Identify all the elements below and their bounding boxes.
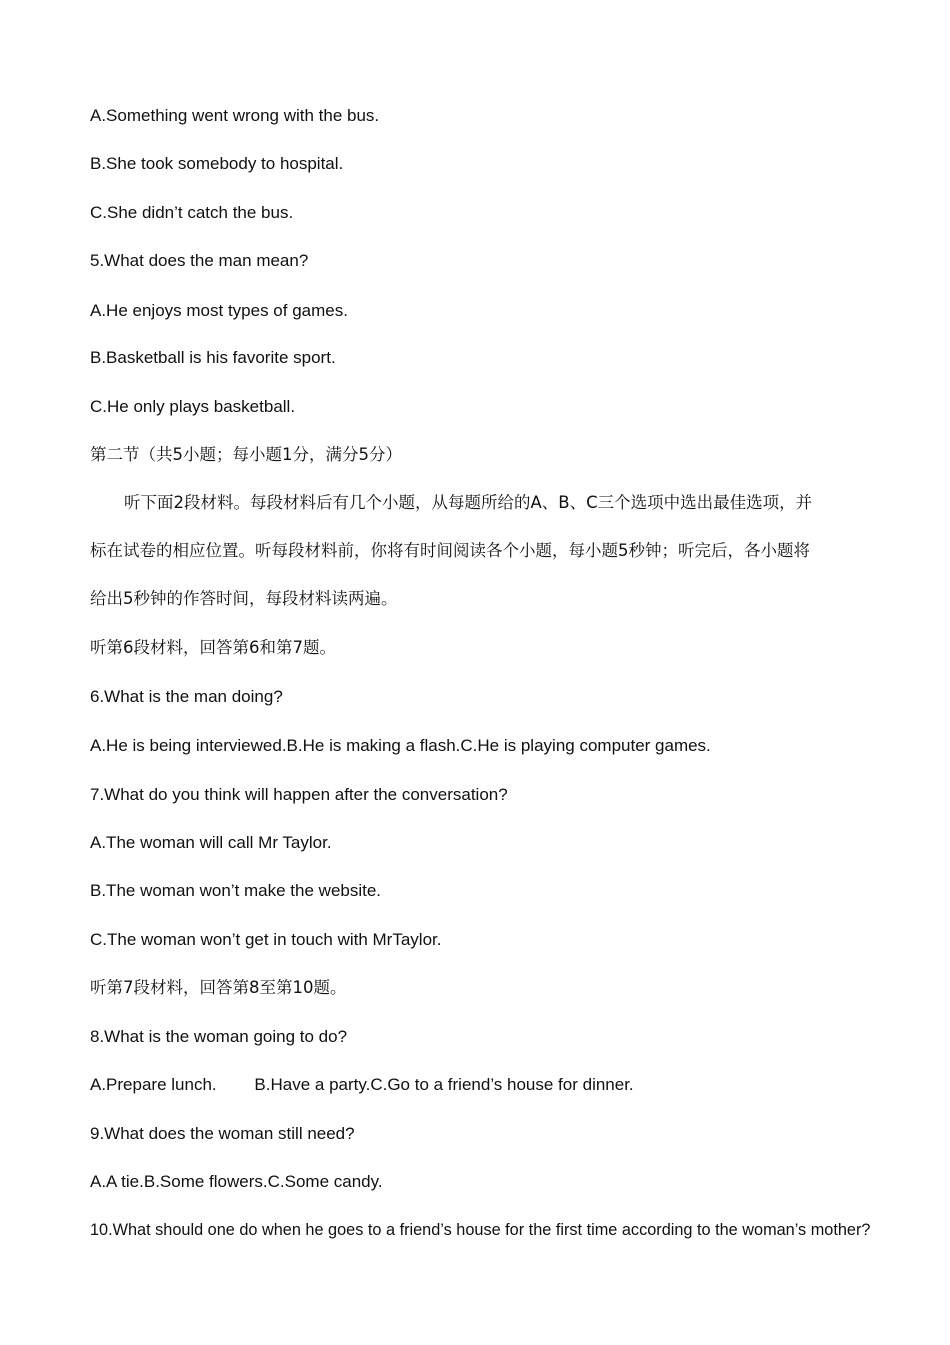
question-5-option-c: C.He only plays basketball. xyxy=(90,397,296,416)
question-7-option-b: B.The woman won’t make the website. xyxy=(90,881,382,900)
instructions-line-2: 标在试卷的相应位置。听每段材料前，你将有时间阅读各个小题，每小题5秒钟；听完后，各小题将 xyxy=(90,541,810,560)
question-5: 5.What does the man mean? xyxy=(90,251,309,270)
question-7-option-c: C.The woman won’t get in touch with MrTaylor. xyxy=(90,930,442,949)
question-7: 7.What do you think will happen after the conversation? xyxy=(90,785,508,804)
instructions-line-3: 给出5秒钟的作答时间，每段材料读两遍。 xyxy=(90,589,398,608)
instructions-line-1: 听下面2段材料。每段材料后有几个小题，从每题所给的A、B、C三个选项中选出最佳选项，并 xyxy=(124,493,813,512)
option-a-bus: A.Something went wrong with the bus. xyxy=(90,106,380,125)
option-b-hospital: B.She took somebody to hospital. xyxy=(90,154,344,173)
material-7-heading: 听第7段材料，回答第8至第10题。 xyxy=(90,978,347,997)
question-9: 9.What does the woman still need? xyxy=(90,1124,355,1143)
question-5-option-a: A.He enjoys most types of games. xyxy=(90,301,348,320)
question-7-option-a: A.The woman will call Mr Taylor. xyxy=(90,833,332,852)
question-8: 8.What is the woman going to do? xyxy=(90,1027,348,1046)
question-6-options: A.He is being interviewed.B.He is making a flash.C.He is playing computer games. xyxy=(90,736,711,755)
question-5-option-b: B.Basketball is his favorite sport. xyxy=(90,348,336,367)
question-10: 10.What should one do when he goes to a friend’s house for the first time according to the woman’s mother? xyxy=(90,1221,871,1239)
question-6: 6.What is the man doing? xyxy=(90,687,283,706)
section-heading: 第二节（共5小题；每小题1分，满分5分） xyxy=(90,445,402,464)
question-9-options: A.A tie.B.Some flowers.C.Some candy. xyxy=(90,1172,383,1191)
material-6-heading: 听第6段材料，回答第6和第7题。 xyxy=(90,638,336,657)
option-c-catch-bus: C.She didn’t catch the bus. xyxy=(90,203,294,222)
question-8-options: A.Prepare lunch. B.Have a party.C.Go to a friend’s house for dinner. xyxy=(90,1075,634,1094)
